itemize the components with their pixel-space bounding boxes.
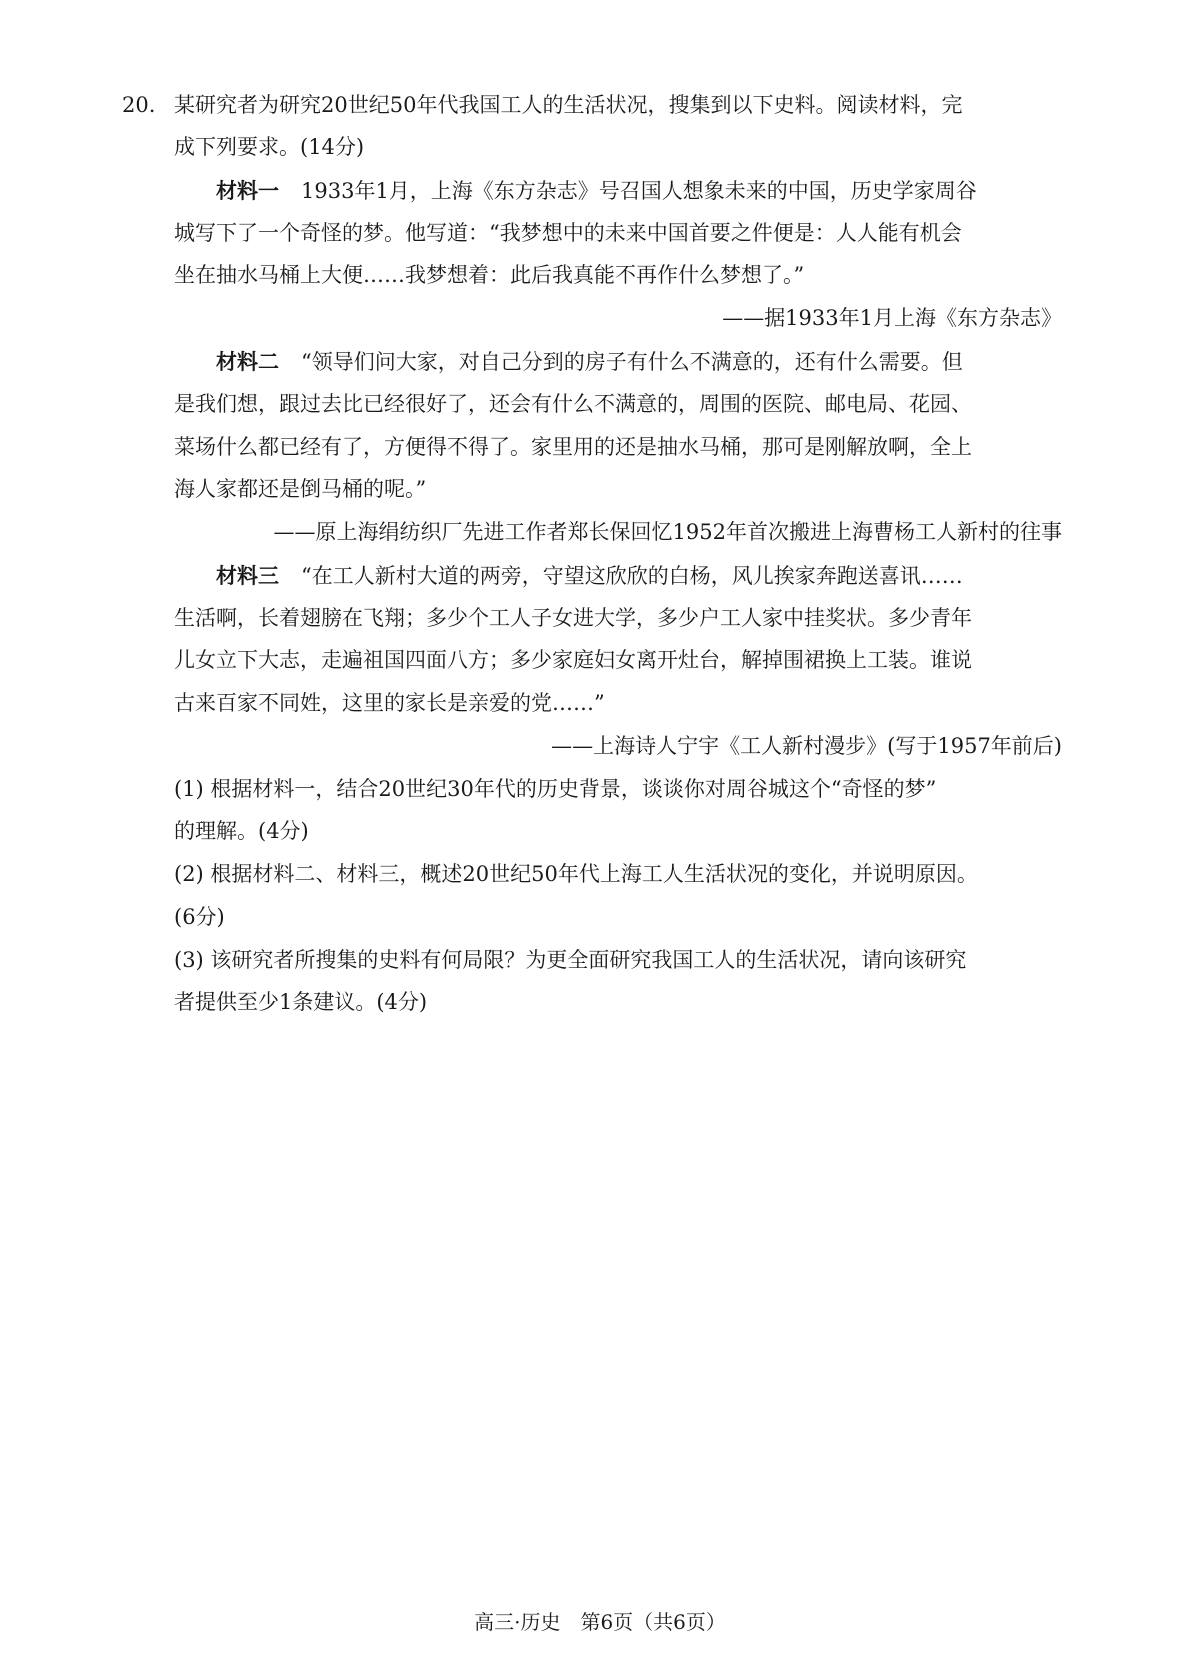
material-2-line-2: 是我们想，跟过去比已经很好了，还会有什么不满意的，周围的医院、邮电局、花园、 — [174, 392, 972, 416]
question-number: 20. — [122, 93, 156, 117]
material-3-text-1: “在工人新村大道的两旁，守望这欣欣的白杨，风儿挨家奔跑送喜讯…… — [301, 564, 963, 588]
page-footer: 高三·历史 第6页（共6页） — [474, 1610, 726, 1634]
sub-question-3-line-1: (3) 该研究者所搜集的史料有何局限？为更全面研究我国工人的生活状况，请向该研究 — [174, 948, 967, 972]
question-stem-line-2: 成下列要求。(14分) — [174, 135, 365, 159]
material-1-line-2: 城写下了一个奇怪的梦。他写道：“我梦想中的未来中国首要之件便是：人人能有机会 — [174, 221, 962, 245]
material-1-text-1: 1933年1月，上海《东方杂志》号召国人想象未来的中国，历史学家周谷 — [301, 179, 977, 203]
sub-question-2-line-1: (2) 根据材料二、材料三，概述20世纪50年代上海工人生活状况的变化，并说明原因。 — [174, 862, 978, 886]
material-1-line-1 — [216, 180, 977, 202]
material-2-source: ——原上海绢纺织厂先进工作者郑长保回忆1952年首次搬进上海曹杨工人新村的往事 — [273, 520, 1062, 544]
material-3-line-3: 儿女立下大志，走遍祖国四面八方；多少家庭妇女离开灶台，解掉围裙换上工装。谁说 — [174, 648, 972, 672]
question-stem-text-1: 某研究者为研究20世纪50年代我国工人的生活状况，搜集到以下史料。阅读材料，完 — [174, 93, 963, 117]
sub-question-1-line-1: (1) 根据材料一，结合20世纪30年代的历史背景，谈谈你对周谷城这个“奇怪的梦” — [174, 777, 937, 801]
material-3-label: 材料三 — [216, 563, 279, 588]
material-1-label: 材料一 — [216, 178, 279, 203]
material-2-line-3: 菜场什么都已经有了，方便得不得了。家里用的还是抽水马桶，那可是刚解放啊，全上 — [174, 435, 972, 459]
material-3-line-2: 生活啊，长着翅膀在飞翔；多少个工人子女进大学，多少户工人家中挂奖状。多少青年 — [174, 606, 972, 630]
material-3-source: ——上海诗人宁宇《工人新村漫步》(写于1957年前后) — [551, 734, 1062, 758]
material-2-line-1 — [216, 351, 963, 373]
question-stem-line-1 — [122, 95, 962, 116]
sub-question-1-line-2: 的理解。(4分) — [174, 819, 309, 843]
material-3-line-4: 古来百家不同姓，这里的家长是亲爱的党……” — [174, 691, 605, 715]
material-1-source: ——据1933年1月上海《东方杂志》 — [722, 306, 1062, 330]
material-2-line-4: 海人家都还是倒马桶的呢。” — [174, 477, 427, 501]
material-1-line-3: 坐在抽水马桶上大便……我梦想着：此后我真能不再作什么梦想了。” — [174, 263, 805, 287]
sub-question-2-line-2: (6分) — [174, 905, 225, 929]
material-3-line-1 — [216, 565, 963, 587]
sub-question-3-line-2: 者提供至少1条建议。(4分) — [174, 990, 428, 1014]
material-2-label: 材料二 — [216, 349, 279, 374]
material-2-text-1: “领导们问大家，对自己分到的房子有什么不满意的，还有什么需要。但 — [301, 350, 963, 374]
